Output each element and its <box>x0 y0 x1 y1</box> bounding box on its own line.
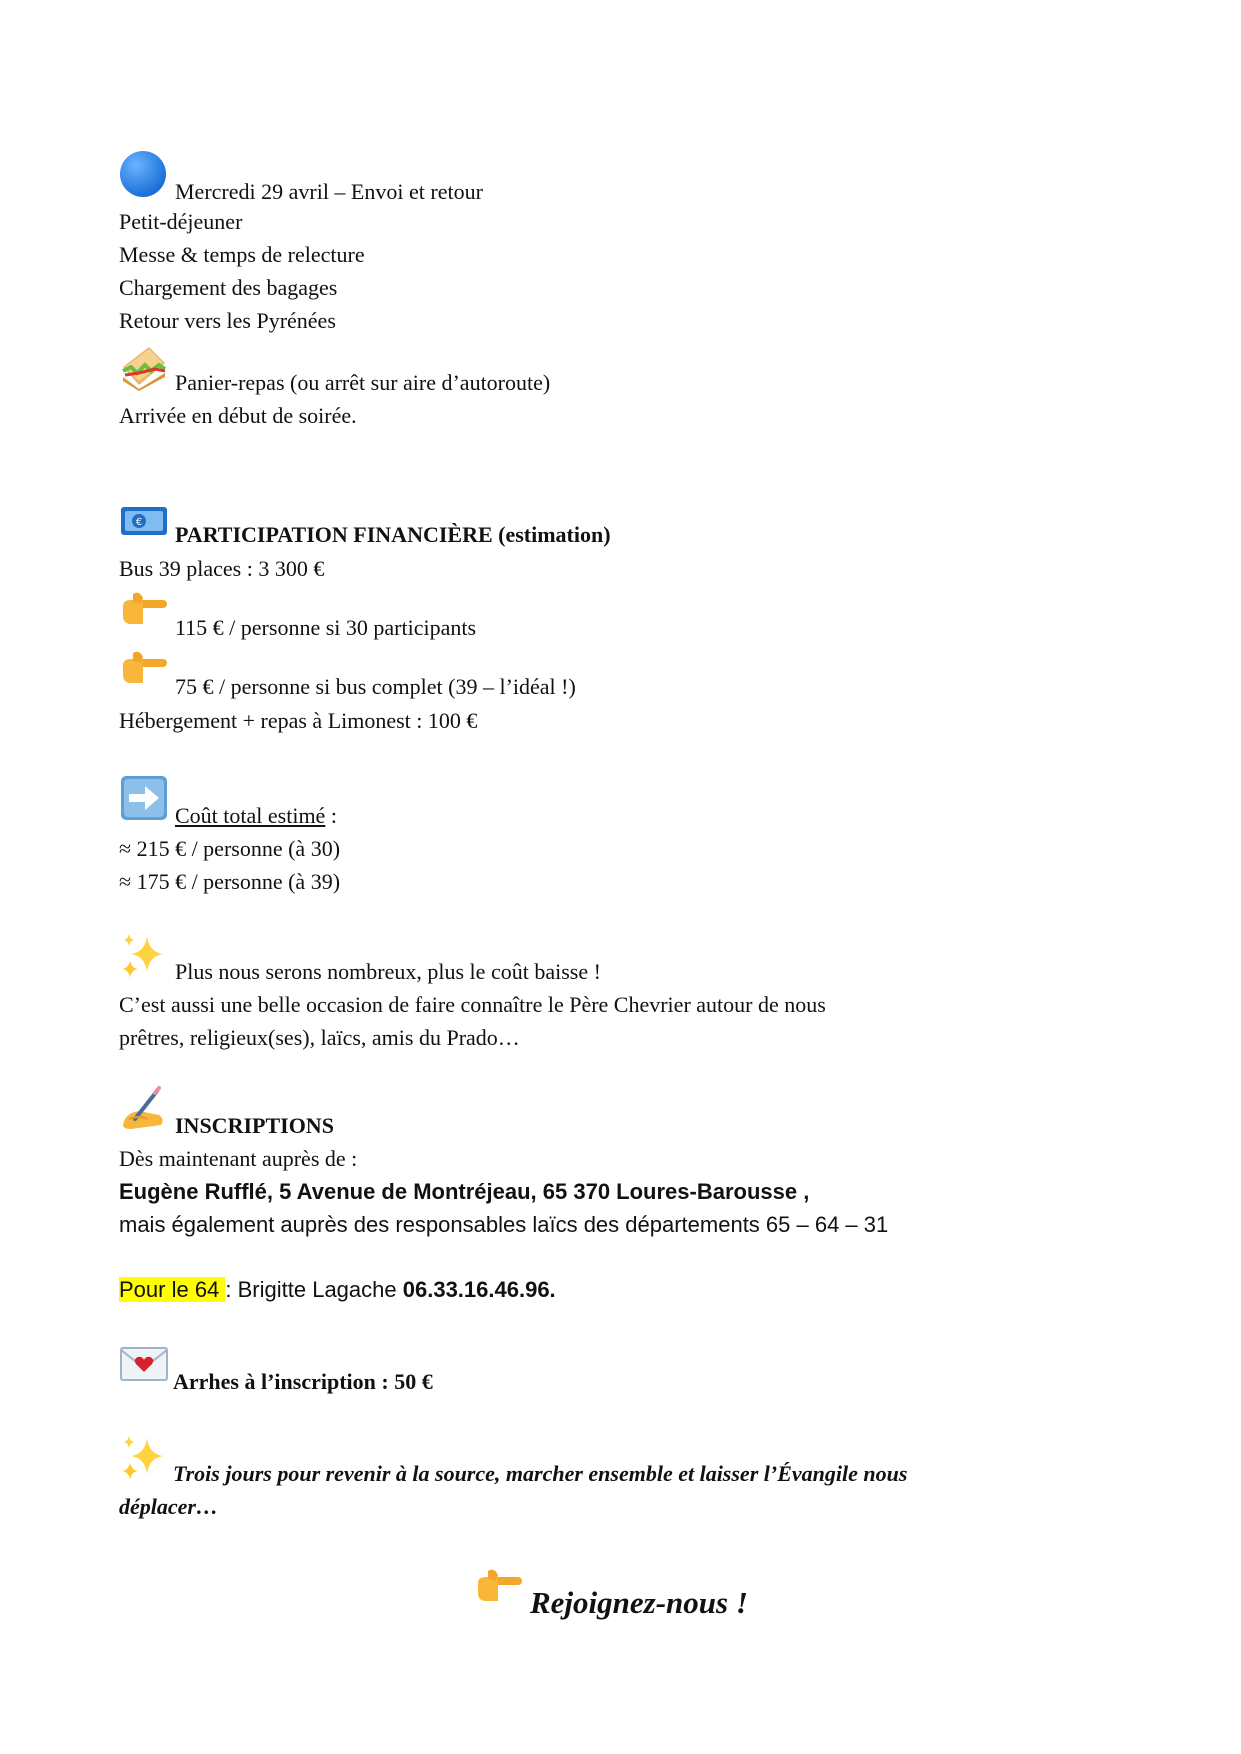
pointing-hand-icon <box>474 1564 524 1610</box>
total-cost-label: Coût total estimé <box>175 803 326 828</box>
schedule-item: Messe & temps de relecture <box>119 242 365 267</box>
arrival-text: Arrivée en début de soirée. <box>119 403 357 428</box>
department-64-contact <box>119 1276 556 1304</box>
total-cost-colon: : <box>325 803 337 828</box>
department-64-name: : Brigitte Lagache <box>225 1277 403 1302</box>
sparkles-icon <box>119 1432 169 1486</box>
registration-intro: Dès maintenant auprès de : <box>119 1146 358 1171</box>
deposit-text: Arrhes à l’inscription : 50 € <box>173 1369 433 1394</box>
pointing-hand-icon <box>119 647 169 691</box>
blue-circle-icon <box>119 149 169 199</box>
day-heading: Mercredi 29 avril – Envoi et retour <box>175 179 483 204</box>
love-letter-icon <box>119 1344 169 1384</box>
note-line: Plus nous serons nombreux, plus le coût baisse ! <box>175 959 601 984</box>
contact-address: Eugène Rufflé, 5 Avenue de Montréjeau, 65 370 Loures-Barousse , <box>119 1179 810 1204</box>
cost-option-39: 75 € / personne si bus complet (39 – l’idéal !) <box>175 674 576 699</box>
right-arrow-icon <box>119 774 169 822</box>
departments-text: mais également auprès des responsables laïcs des départements 65 – 64 – 31 <box>119 1212 889 1237</box>
closing-line: déplacer… <box>119 1494 218 1519</box>
schedule-item: Petit-déjeuner <box>119 209 243 234</box>
department-64-label: Pour le 64 <box>119 1277 226 1302</box>
banknote-icon <box>119 497 169 541</box>
writing-hand-icon <box>119 1085 169 1135</box>
svg-text:€: € <box>135 517 143 528</box>
total-cost-heading <box>175 802 337 830</box>
sparkles-icon <box>119 930 169 984</box>
schedule-item: Retour vers les Pyrénées <box>119 308 336 333</box>
department-64-phone: 06.33.16.46.96. <box>402 1277 556 1302</box>
finance-heading: PARTICIPATION FINANCIÈRE (estimation) <box>175 522 611 547</box>
note-line: C’est aussi une belle occasion de faire connaître le Père Chevrier autour de nous <box>119 992 826 1017</box>
note-line: prêtres, religieux(ses), laïcs, amis du Prado… <box>119 1025 520 1050</box>
total-cost-30: ≈ 215 € / personne (à 30) <box>119 836 341 861</box>
sandwich-icon <box>119 343 169 393</box>
lodging-cost: Hébergement + repas à Limonest : 100 € <box>119 708 478 733</box>
total-cost-39: ≈ 175 € / personne (à 39) <box>119 869 341 894</box>
call-to-action: Rejoignez-nous ! <box>530 1585 748 1620</box>
bus-cost: Bus 39 places : 3 300 € <box>119 556 325 581</box>
pointing-hand-icon <box>119 588 169 632</box>
lunch-text: Panier-repas (ou arrêt sur aire d’autoroute) <box>175 370 551 395</box>
cost-option-30: 115 € / personne si 30 participants <box>175 615 477 640</box>
registration-heading: INSCRIPTIONS <box>175 1113 334 1138</box>
schedule-item: Chargement des bagages <box>119 275 338 300</box>
closing-line: Trois jours pour revenir à la source, marcher ensemble et laisser l’Évangile nous <box>173 1461 908 1486</box>
